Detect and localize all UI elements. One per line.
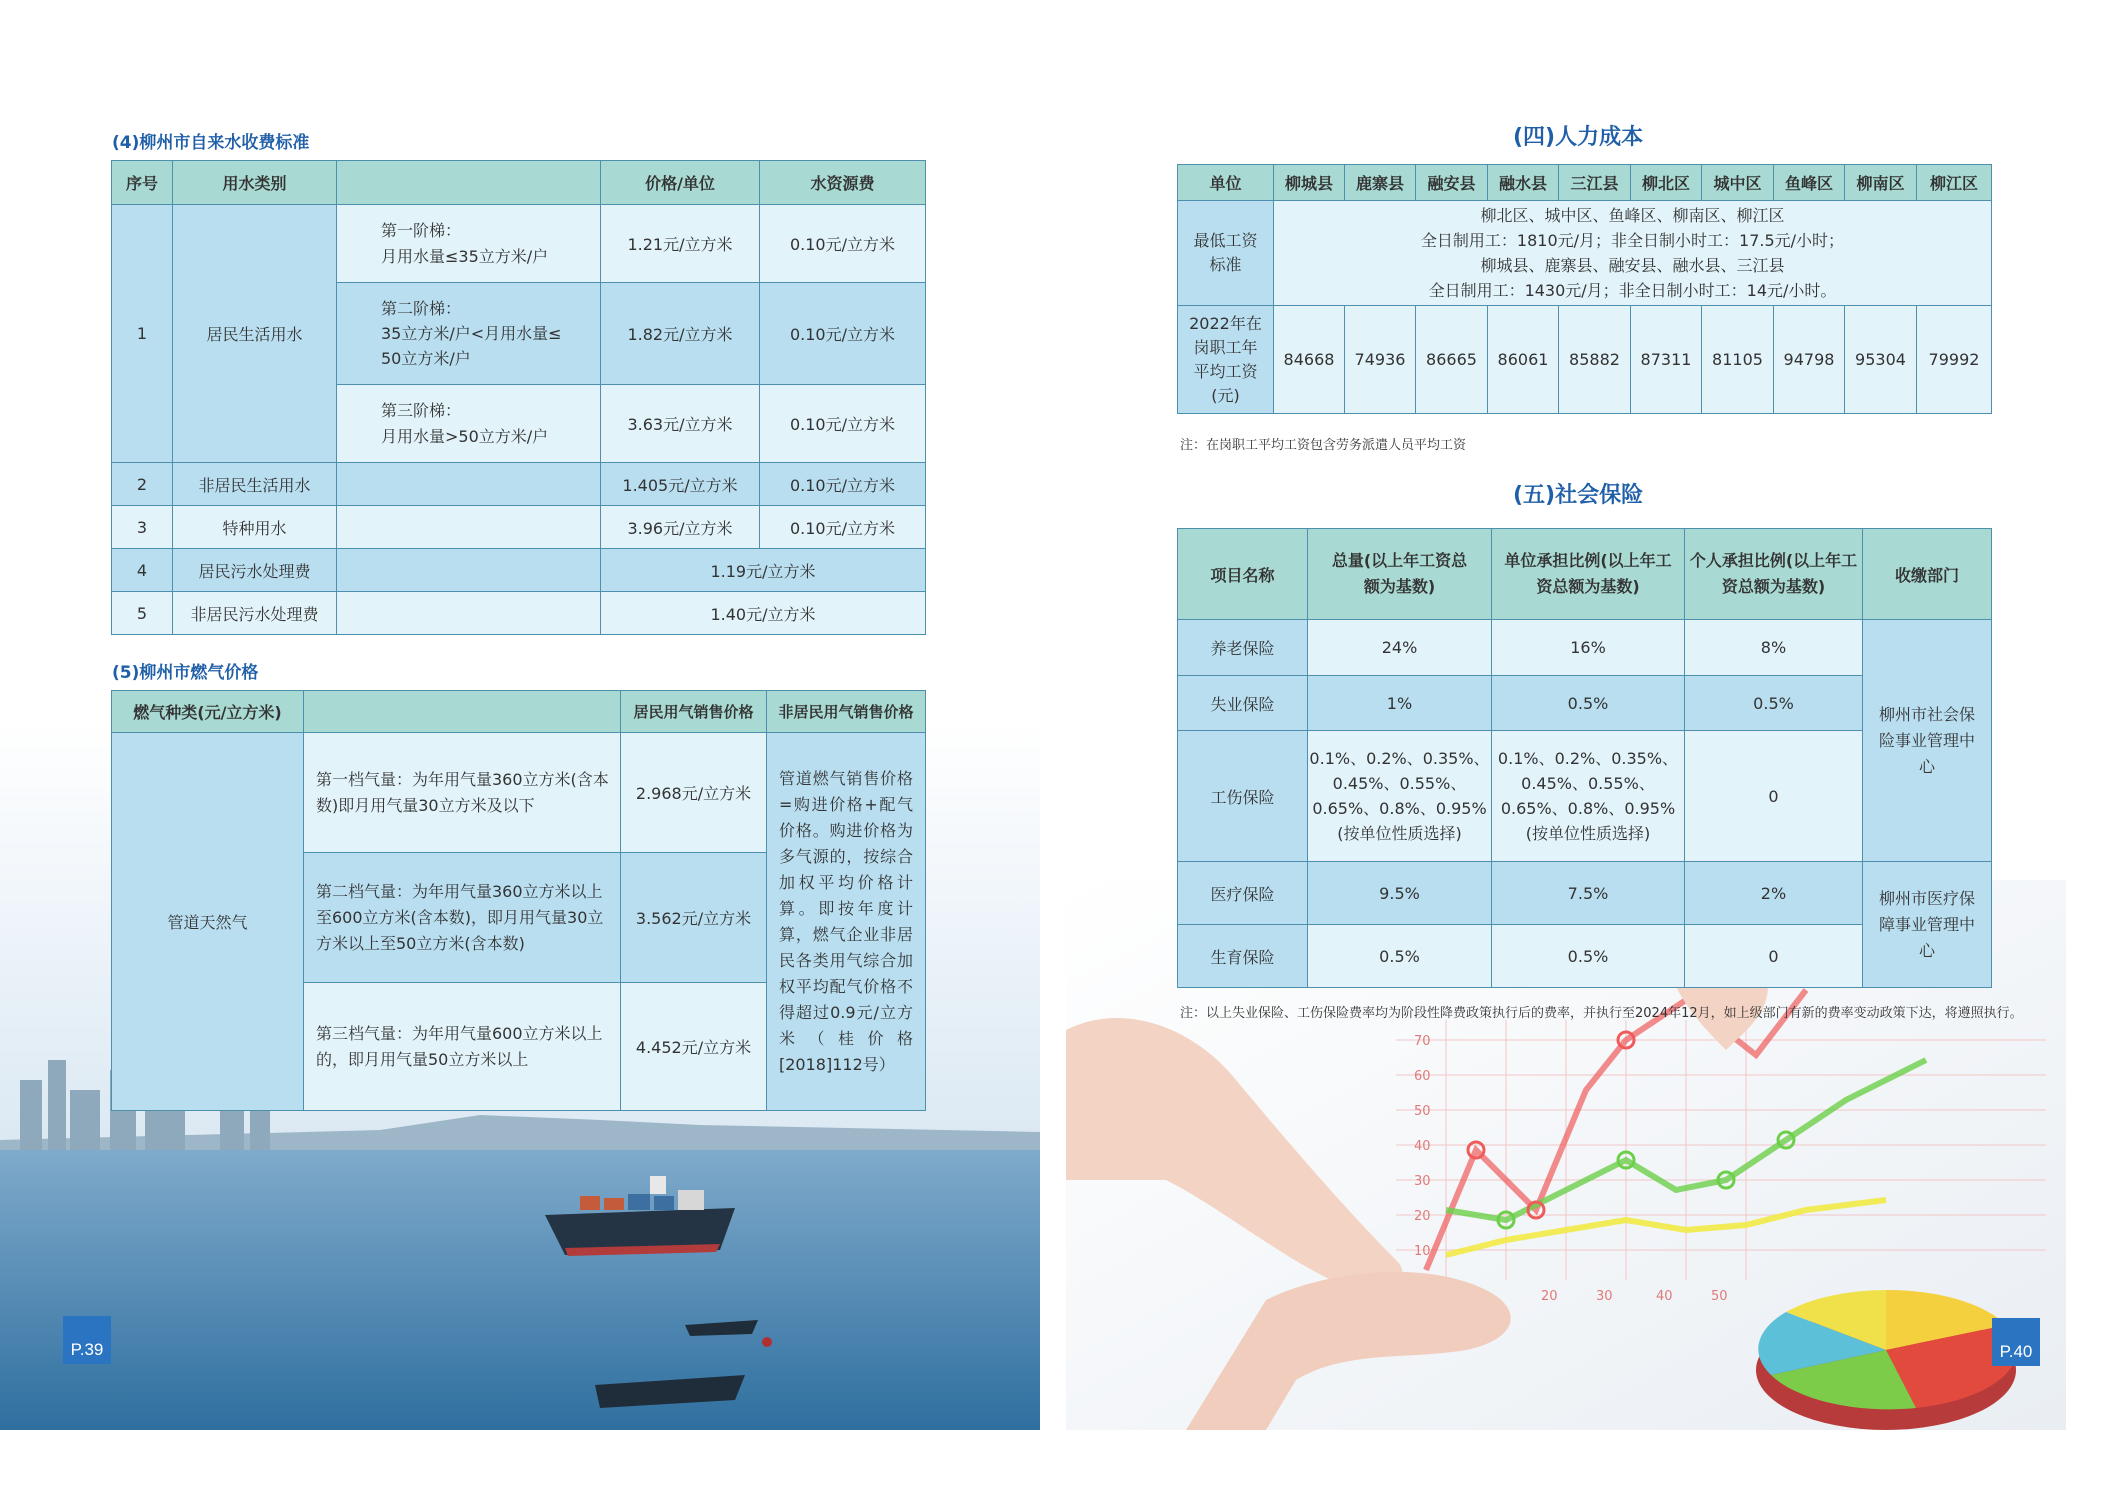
avg-wage-liucheng: 84668 [1274, 306, 1345, 414]
dept-medical-security: 柳州市医疗保障事业管理中心 [1863, 862, 1992, 988]
gas-type: 管道天然气 [112, 733, 304, 1111]
row-5-category: 非居民污水处理费 [173, 592, 337, 635]
avg-wage-chengzhong: 81105 [1702, 306, 1774, 414]
row-3-no: 3 [112, 506, 173, 549]
unemployment-unit: 0.5% [1492, 676, 1685, 731]
labor-header-liunan: 柳南区 [1845, 165, 1917, 201]
row-4-category: 居民污水处理费 [173, 549, 337, 592]
social-insurance-title: (五)社会保险 [1513, 483, 1644, 508]
tier-3-fee: 0.10元/立方米 [760, 385, 926, 463]
ins-header-unit: 单位承担比例(以上年工资总额为基数) [1492, 529, 1685, 620]
gas-tier-1-price: 2.968元/立方米 [621, 733, 767, 853]
pension-unit: 16% [1492, 620, 1685, 676]
ins-header-dept: 收缴部门 [1863, 529, 1992, 620]
header-price: 价格/单位 [601, 161, 760, 205]
bg-tick-x-50: 50 [1711, 1289, 1728, 1304]
row-1-category: 居民生活用水 [173, 205, 337, 463]
header-blank [337, 161, 601, 205]
avg-wage-rongan: 86665 [1416, 306, 1488, 414]
row-3-fee: 0.10元/立方米 [760, 506, 926, 549]
labor-cost-title: (四)人力成本 [1513, 125, 1644, 150]
min-wage-line-4: 全日制用工：1430元/月；非全日制小时工：14元/小时。 [1428, 281, 1837, 300]
labor-header-sanjiang: 三江县 [1559, 165, 1631, 201]
header-no: 序号 [112, 161, 173, 205]
avg-wage-liunan: 95304 [1845, 306, 1917, 414]
water-fee-table [111, 160, 926, 635]
row-5-blank [337, 592, 601, 635]
labor-header-yufeng: 鱼峰区 [1774, 165, 1845, 201]
pension-total: 24% [1308, 620, 1492, 676]
gas-non-resident-price: 管道燃气销售价格=购进价格+配气价格。购进价格为多气源的，按综合加权平均价格计算。即按年度计算，燃气企业非居民各类用气综合加权平均配气价格不得超过0.9元/立方米（桂价格[2018]112号） [767, 733, 926, 1111]
gas-tier-3-price: 4.452元/立方米 [621, 983, 767, 1111]
row-2-blank [337, 463, 601, 506]
injury-total: 0.1%、0.2%、0.35%、 0.45%、0.55%、 0.65%、0.8%、0.95% (按单位性质选择) [1308, 731, 1492, 862]
row-3-blank [337, 506, 601, 549]
maternity-personal: 0 [1685, 925, 1863, 988]
row-3-category: 特种用水 [173, 506, 337, 549]
gas-table-title: (5)柳州市燃气价格 [112, 663, 259, 683]
labor-note: 注：在岗职工平均工资包含劳务派遣人员平均工资 [1180, 438, 1467, 453]
min-wage-line-2: 全日制用工：1810元/月；非全日制小时工：17.5元/小时； [1420, 231, 1845, 250]
bg-tick-x-30: 30 [1596, 1289, 1613, 1304]
row-4-merged: 1.19元/立方米 [601, 549, 926, 592]
gas-price-table [111, 690, 926, 1111]
labor-header-rongshui: 融水县 [1488, 165, 1559, 201]
maternity-name: 生育保险 [1178, 925, 1308, 988]
header-resource-fee: 水资源费 [760, 161, 926, 205]
gas-tier-2-price: 3.562元/立方米 [621, 853, 767, 983]
tier-3-desc: 第三阶梯： 月用水量>50立方米/户 [337, 385, 601, 463]
bg-tick-y-50: 50 [1414, 1104, 1431, 1119]
maternity-total: 0.5% [1308, 925, 1492, 988]
tier-3-price: 3.63元/立方米 [601, 385, 760, 463]
min-wage-content [1274, 201, 1992, 306]
social-insurance-table [1177, 528, 1992, 988]
gas-tier-1-desc: 第一档气量：为年用气量360立方米(含本数)即月用气量30立方米及以下 [304, 733, 621, 853]
bg-tick-y-70: 70 [1414, 1034, 1431, 1049]
row-5-merged: 1.40元/立方米 [601, 592, 926, 635]
avg-wage-liujiang: 79992 [1917, 306, 1992, 414]
page-number-badge-right: P.40 [1992, 1318, 2040, 1366]
medical-unit: 7.5% [1492, 862, 1685, 925]
tier-1-desc: 第一阶梯： 月用水量≤35立方米/户 [337, 205, 601, 283]
tier-2-fee: 0.10元/立方米 [760, 283, 926, 385]
tier-2-desc: 第二阶梯： 35立方米/户<月用水量≤ 50立方米/户 [337, 283, 601, 385]
bg-tick-y-40: 40 [1414, 1139, 1431, 1154]
min-wage-line-3: 柳城县、鹿寨县、融安县、融水县、三江县 [1480, 256, 1785, 275]
bg-tick-x-40: 40 [1656, 1289, 1673, 1304]
labor-header-rongan: 融安县 [1416, 165, 1488, 201]
ins-header-total: 总量(以上年工资总额为基数) [1308, 529, 1492, 620]
dept-social-security: 柳州市社会保险事业管理中心 [1863, 620, 1992, 862]
gas-header-resident: 居民用气销售价格 [621, 691, 767, 733]
tier-1-price: 1.21元/立方米 [601, 205, 760, 283]
medical-name: 医疗保险 [1178, 862, 1308, 925]
bg-tick-y-20: 20 [1414, 1209, 1431, 1224]
avg-wage-sanjiang: 85882 [1559, 306, 1631, 414]
row-2-category: 非居民生活用水 [173, 463, 337, 506]
water-table-title: (4)柳州市自来水收费标准 [112, 133, 310, 153]
avg-wage-rongshui: 86061 [1488, 306, 1559, 414]
medical-total: 9.5% [1308, 862, 1492, 925]
row-2-price: 1.405元/立方米 [601, 463, 760, 506]
bg-tick-y-60: 60 [1414, 1069, 1431, 1084]
page-number-badge-left: P.39 [63, 1316, 111, 1364]
min-wage-label: 最低工资标准 [1178, 201, 1274, 306]
gas-tier-3-desc: 第三档气量：为年用气量600立方米以上的，即月用气量50立方米以上 [304, 983, 621, 1111]
row-4-blank [337, 549, 601, 592]
row-1-no: 1 [112, 205, 173, 463]
avg-wage-yufeng: 94798 [1774, 306, 1845, 414]
injury-unit: 0.1%、0.2%、0.35%、 0.45%、0.55%、 0.65%、0.8%、0.95% (按单位性质选择) [1492, 731, 1685, 862]
insurance-note: 注：以上失业保险、工伤保险费率均为阶段性降费政策执行后的费率，并执行至2024年12月，如上级部门有新的费率变动政策下达，将遵照执行。 [1180, 1006, 2023, 1021]
pension-personal: 8% [1685, 620, 1863, 676]
gas-header-non-resident: 非居民用气销售价格 [767, 691, 926, 733]
medical-personal: 2% [1685, 862, 1863, 925]
injury-personal: 0 [1685, 731, 1863, 862]
row-2-no: 2 [112, 463, 173, 506]
row-2-fee: 0.10元/立方米 [760, 463, 926, 506]
unemployment-name: 失业保险 [1178, 676, 1308, 731]
labor-header-liucheng: 柳城县 [1274, 165, 1345, 201]
gas-tier-2-desc: 第二档气量：为年用气量360立方米以上至600立方米(含本数)，即月用气量30立方米以上至50立方米(含本数) [304, 853, 621, 983]
labor-header-chengzhong: 城中区 [1702, 165, 1774, 201]
tier-2-price: 1.82元/立方米 [601, 283, 760, 385]
ins-header-personal: 个人承担比例(以上年工资总额为基数) [1685, 529, 1863, 620]
unemployment-personal: 0.5% [1685, 676, 1863, 731]
row-3-price: 3.96元/立方米 [601, 506, 760, 549]
labor-header-unit: 单位 [1178, 165, 1274, 201]
bg-tick-y-30: 30 [1414, 1174, 1431, 1189]
tier-1-fee: 0.10元/立方米 [760, 205, 926, 283]
header-category: 用水类别 [173, 161, 337, 205]
labor-cost-table [1177, 164, 1992, 414]
labor-header-liubei: 柳北区 [1631, 165, 1702, 201]
avg-wage-luzhai: 74936 [1345, 306, 1416, 414]
maternity-unit: 0.5% [1492, 925, 1685, 988]
bg-tick-x-20: 20 [1541, 1289, 1558, 1304]
injury-name: 工伤保险 [1178, 731, 1308, 862]
avg-wage-label: 2022年在岗职工年平均工资(元) [1178, 306, 1274, 414]
right-page [1052, 0, 2104, 1488]
row-5-no: 5 [112, 592, 173, 635]
gas-header-blank [304, 691, 621, 733]
avg-wage-liubei: 87311 [1631, 306, 1702, 414]
pension-name: 养老保险 [1178, 620, 1308, 676]
min-wage-line-1: 柳北区、城中区、鱼峰区、柳南区、柳江区 [1480, 206, 1785, 225]
ins-header-name: 项目名称 [1178, 529, 1308, 620]
bg-tick-y-10: 10 [1414, 1244, 1431, 1259]
row-4-no: 4 [112, 549, 173, 592]
labor-header-liujiang: 柳江区 [1917, 165, 1992, 201]
gas-header-type: 燃气种类(元/立方米) [112, 691, 304, 733]
labor-header-luzhai: 鹿寨县 [1345, 165, 1416, 201]
unemployment-total: 1% [1308, 676, 1492, 731]
